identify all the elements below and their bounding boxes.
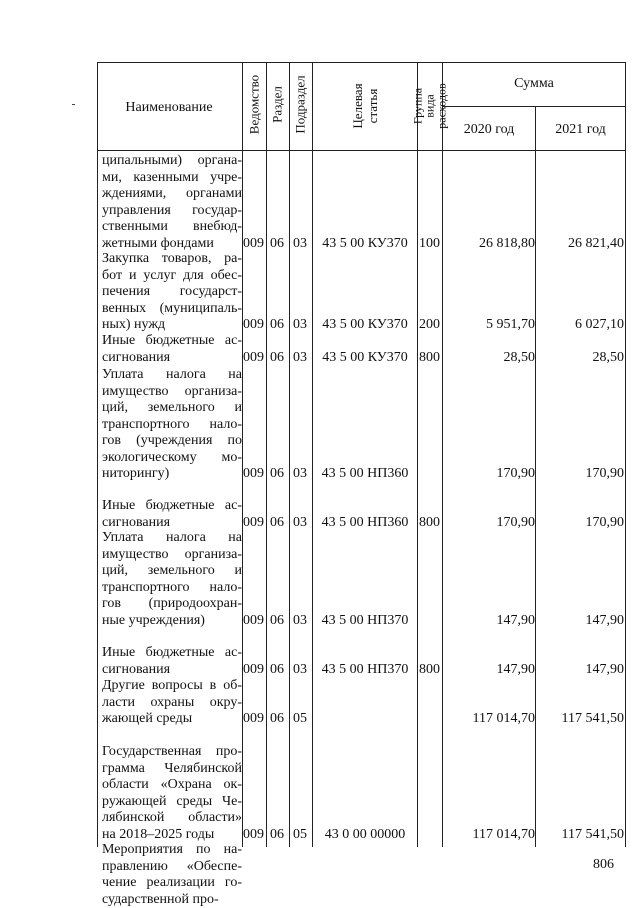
header-year-2021: 2021 год [536, 122, 625, 138]
row-sum-2020: 170,90 [443, 515, 535, 531]
row-name [102, 333, 242, 366]
row-razdel: 06 [267, 350, 287, 366]
row-vedomstvo: 009 [243, 466, 263, 482]
row-name-line: ниторингу) [102, 466, 242, 483]
row-name-line: транспортного нало- [102, 580, 242, 597]
header-vedomstvo: Ведомство [248, 61, 261, 149]
row-name-line: Государственная про- [102, 744, 242, 761]
row-razdel: 06 [267, 466, 287, 482]
row-name-line: лябинской области» [102, 810, 242, 827]
row-name [102, 367, 242, 483]
row-name [102, 153, 242, 252]
row-razdel: 06 [267, 613, 287, 629]
row-gruppa: 800 [417, 662, 442, 678]
row-razdel: 06 [267, 236, 287, 252]
row-podrazdel: 03 [290, 613, 310, 629]
row-name-line: Иные бюджетные ас- [102, 498, 242, 515]
header-name: Наименование [97, 100, 241, 116]
row-name-line: сударственной про- [102, 892, 242, 908]
row-sum-2021: 170,90 [536, 466, 624, 482]
row-podrazdel: 03 [290, 236, 310, 252]
row-sum-2021: 26 821,40 [536, 236, 624, 252]
row-vedomstvo: 009 [243, 350, 263, 366]
row-name-line: имущество организа- [102, 547, 242, 564]
row-name-line: правлению «Обеспе- [102, 859, 242, 876]
row-podrazdel: 05 [290, 827, 310, 843]
header-podrazdel: Подраздел [294, 61, 307, 149]
row-sum-2021: 170,90 [536, 515, 624, 531]
row-name-line: Иные бюджетные ас- [102, 333, 242, 350]
row-gruppa: 800 [417, 350, 442, 366]
row-name-line: сигнования [102, 515, 242, 532]
row-name-line: на 2018–2025 годы [102, 827, 242, 844]
row-celevaya-statya: 43 5 00 НП360 [313, 515, 417, 531]
row-vedomstvo: 009 [243, 317, 263, 333]
row-name-line: гов (учреждения по [102, 433, 242, 450]
row-name [102, 842, 242, 908]
row-name-line: ласти охраны окру- [102, 695, 242, 712]
row-razdel: 06 [267, 317, 287, 333]
row-podrazdel: 03 [290, 515, 310, 531]
row-name-line: жающей среды [102, 711, 242, 728]
row-name-line: сигнования [102, 662, 242, 679]
row-name-line: транспортного нало- [102, 417, 242, 434]
row-sum-2020: 5 951,70 [443, 317, 535, 333]
row-name-line: ственными внебюд- [102, 219, 242, 236]
row-vedomstvo: 009 [243, 662, 263, 678]
row-vedomstvo: 009 [243, 236, 263, 252]
header-celevaya-text: Целевая статья [350, 83, 380, 128]
row-sum-2020: 147,90 [443, 662, 535, 678]
header-summa: Сумма [442, 76, 626, 92]
row-name-line: ципальными) органа- [102, 153, 242, 170]
row-name-line: области «Охрана ок- [102, 777, 242, 794]
budget-table [97, 62, 626, 847]
row-name-line: гов (природоохран- [102, 596, 242, 613]
row-celevaya-statya: 43 5 00 НП370 [313, 613, 417, 629]
row-sum-2020: 147,90 [443, 613, 535, 629]
row-name-line: бот и услуг для обес- [102, 268, 242, 285]
row-vedomstvo: 009 [243, 515, 263, 531]
page-number: 806 [593, 857, 614, 873]
header-year-2020: 2020 год [443, 122, 535, 138]
row-sum-2021: 147,90 [536, 662, 624, 678]
row-celevaya-statya: 43 5 00 НП360 [313, 466, 417, 482]
row-name-line: грамма Челябинской [102, 761, 242, 778]
row-sum-2020: 28,50 [443, 350, 535, 366]
row-gruppa: 100 [417, 236, 442, 252]
row-name [102, 498, 242, 531]
row-name [102, 744, 242, 843]
row-name-line: ций, земельного и [102, 400, 242, 417]
row-name-line: ные учреждения) [102, 613, 242, 630]
row-vedomstvo: 009 [243, 613, 263, 629]
row-sum-2020: 117 014,70 [443, 827, 535, 843]
row-name [102, 678, 242, 728]
row-celevaya-statya: 43 5 00 КУ370 [313, 350, 417, 366]
row-celevaya-statya: 43 0 00 00000 [313, 827, 417, 843]
row-podrazdel: 03 [290, 466, 310, 482]
row-razdel: 06 [267, 827, 287, 843]
row-sum-2021: 117 541,50 [536, 711, 624, 727]
row-name-line: имущество организа- [102, 384, 242, 401]
row-gruppa: 200 [417, 317, 442, 333]
row-name-line: сигнования [102, 350, 242, 367]
row-name-line: Другие вопросы в об- [102, 678, 242, 695]
row-name-line: управления государ- [102, 203, 242, 220]
row-celevaya-statya: 43 5 00 КУ370 [313, 317, 417, 333]
margin-mark [72, 104, 75, 105]
row-name-line: ных) нужд [102, 317, 242, 334]
row-name [102, 251, 242, 334]
row-name-line: Иные бюджетные ас- [102, 645, 242, 662]
row-vedomstvo: 009 [243, 711, 263, 727]
row-razdel: 06 [267, 515, 287, 531]
row-name-line: Мероприятия по на- [102, 842, 242, 859]
header-celevaya-statya [350, 71, 380, 141]
row-name [102, 645, 242, 678]
row-razdel: 06 [267, 662, 287, 678]
row-name [102, 530, 242, 629]
row-name-line: ждениями, органами [102, 186, 242, 203]
row-celevaya-statya: 43 5 00 НП370 [313, 662, 417, 678]
header-gruppa-text: Группа вида расходов [411, 83, 449, 128]
row-name-line: ций, земельного и [102, 563, 242, 580]
row-sum-2020: 117 014,70 [443, 711, 535, 727]
row-name-line: чение реализации го- [102, 875, 242, 892]
row-podrazdel: 05 [290, 711, 310, 727]
row-celevaya-statya: 43 5 00 КУ370 [313, 236, 417, 252]
row-vedomstvo: 009 [243, 827, 263, 843]
row-razdel: 06 [267, 711, 287, 727]
row-name-line: Уплата налога на [102, 530, 242, 547]
row-sum-2020: 170,90 [443, 466, 535, 482]
header-razdel: Раздел [271, 61, 284, 149]
row-name-line: венных (муниципаль- [102, 301, 242, 318]
row-sum-2021: 147,90 [536, 613, 624, 629]
row-name-line: Закупка товаров, ра- [102, 251, 242, 268]
row-name-line: ружающей среды Че- [102, 794, 242, 811]
row-gruppa: 800 [417, 515, 442, 531]
row-name-line: экологическому мо- [102, 450, 242, 467]
row-name-line: Уплата налога на [102, 367, 242, 384]
row-podrazdel: 03 [290, 350, 310, 366]
row-podrazdel: 03 [290, 317, 310, 333]
row-sum-2020: 26 818,80 [443, 236, 535, 252]
row-name-line: ми, казенными учре- [102, 170, 242, 187]
row-podrazdel: 03 [290, 662, 310, 678]
row-sum-2021: 28,50 [536, 350, 624, 366]
row-sum-2021: 117 541,50 [536, 827, 624, 843]
row-name-line: печения государст- [102, 284, 242, 301]
row-sum-2021: 6 027,10 [536, 317, 624, 333]
row-name-line: жетными фондами [102, 236, 242, 253]
